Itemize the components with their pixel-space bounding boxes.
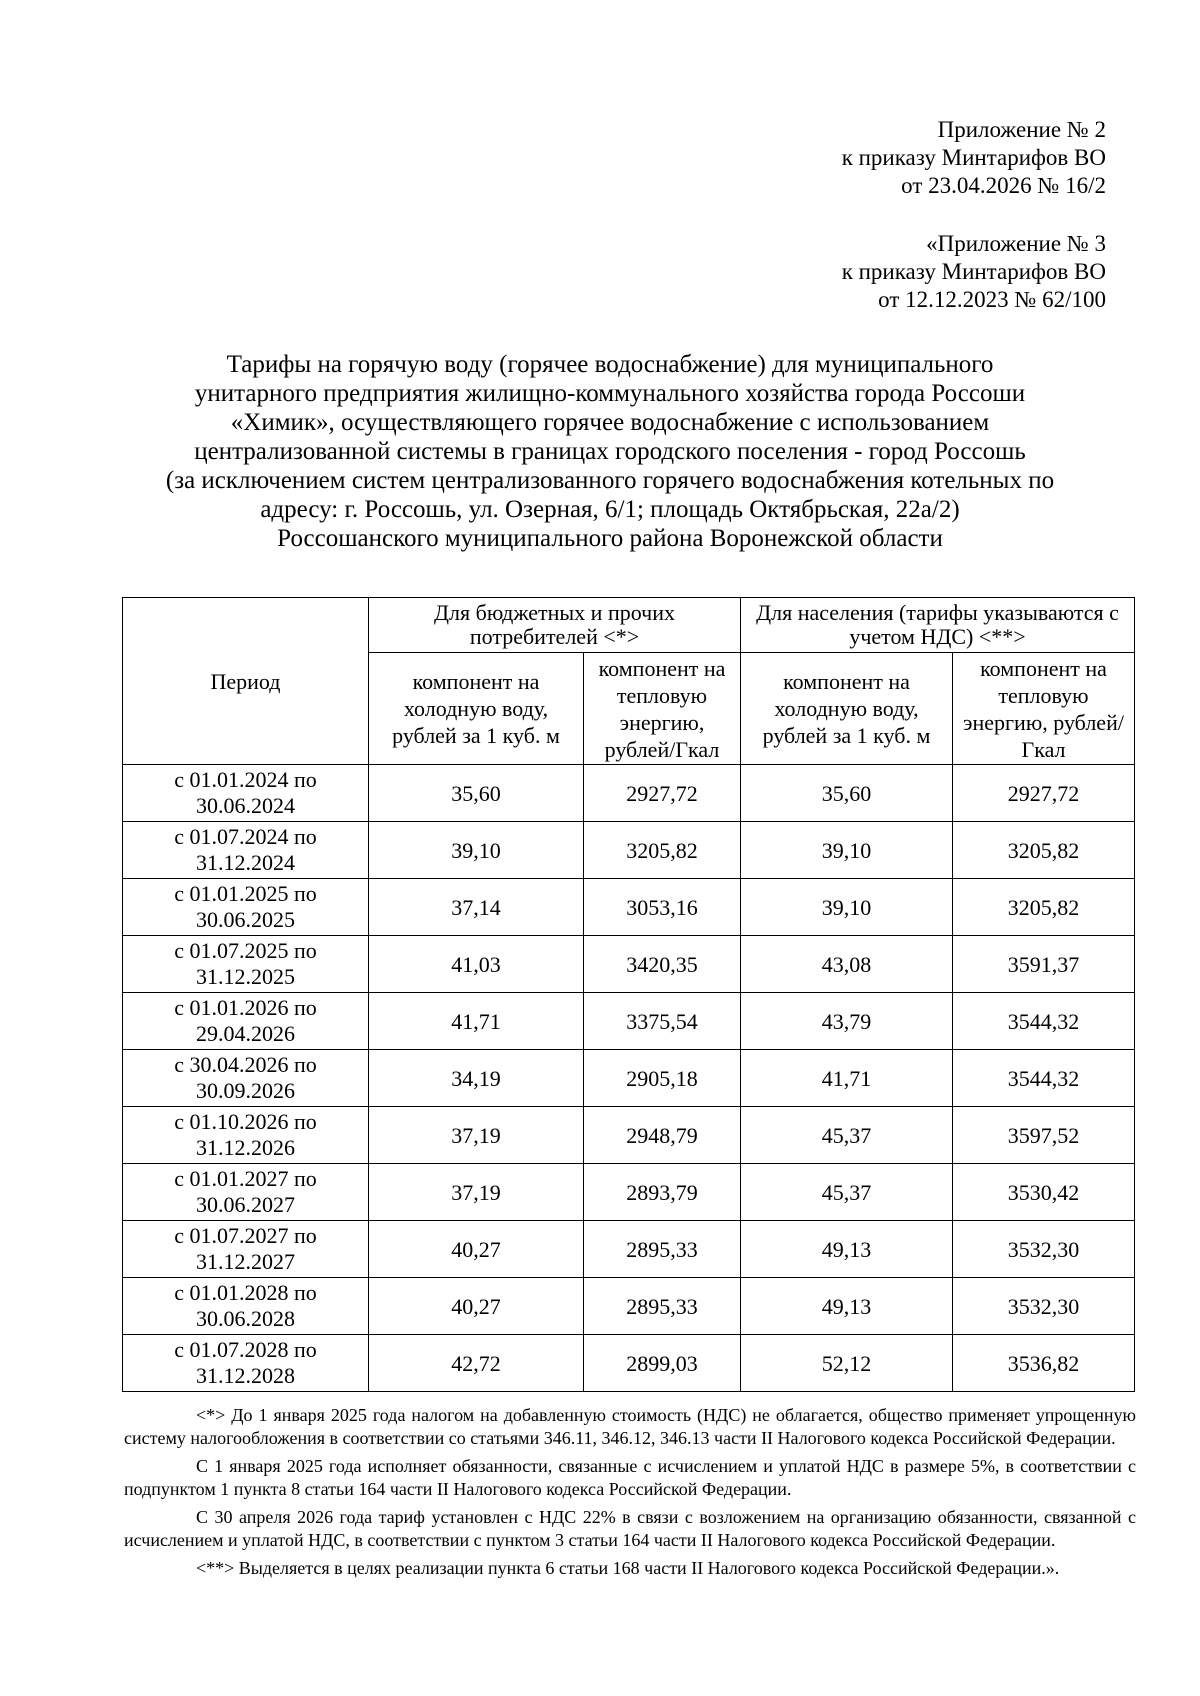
budget-heat-energy-cell: 2905,18 [584,1050,741,1107]
budget-cold-water-cell: 39,10 [369,822,584,879]
population-heat-energy-cell: 3536,82 [953,1335,1135,1392]
table-row [123,822,1135,879]
population-cold-water-cell: 41,71 [741,1050,953,1107]
budget-heat-energy-cell: 3375,54 [584,993,741,1050]
population-heat-energy-cell: 3530,42 [953,1164,1135,1221]
title-line: (за исключением систем централизованного горячего водоснабжения котельных по [165,467,1055,494]
population-cold-water-cell: 43,79 [741,993,953,1050]
title-line: Тарифы на горячую воду (горячее водоснабжение) для муниципального [226,351,994,378]
budget-consumers-header: Для бюджетных и прочих потребителей <*> [369,598,741,653]
table-row [123,1050,1135,1107]
budget-heat-energy-cell: 2895,33 [584,1278,741,1335]
period-cell: с 30.04.2026 по 30.09.2026 [123,1050,369,1107]
appendix-line: к приказу Минтарифов ВО [841,145,1106,170]
title-line: адресу: г. Россошь, ул. Озерная, 6/1; площадь Октябрьская, 22а/2) [260,496,960,523]
title-line: унитарного предприятия жилищно-коммунального хозяйства города Россоши [194,380,1026,407]
table-row [123,1221,1135,1278]
table-header-row [123,598,1135,653]
budget-cold-water-cell: 41,71 [369,993,584,1050]
budget-cold-water-cell: 40,27 [369,1278,584,1335]
footnote: <**> Выделяется в целях реализации пункта 6 статьи 168 части II Налогового кодекса Российской Федерации.». [196,1558,1060,1578]
period-cell: с 01.01.2028 по 30.06.2028 [123,1278,369,1335]
population-cold-water-cell: 43,08 [741,936,953,993]
budget-cold-water-cell: 41,03 [369,936,584,993]
budget-cold-water-cell: 37,14 [369,879,584,936]
period-cell: с 01.01.2026 по 29.04.2026 [123,993,369,1050]
appendix-line: к приказу Минтарифов ВО [841,259,1106,284]
population-cold-water-cell: 39,10 [741,879,953,936]
population-header: Для населения (тарифы указываются с учетом НДС) <**> [741,598,1135,653]
budget-heat-energy-cell: 3205,82 [584,822,741,879]
population-heat-energy-cell: 3532,30 [953,1278,1135,1335]
period-cell: с 01.07.2025 по 31.12.2025 [123,936,369,993]
table-row [123,1335,1135,1392]
population-cold-water-cell: 49,13 [741,1278,953,1335]
population-heat-energy-cell: 3597,52 [953,1107,1135,1164]
population-heat-energy-cell: 2927,72 [953,765,1135,822]
footnote: С 30 апреля 2026 года тариф установлен с НДС 22% в связи с возложением на организацию обязанности, связанной с исчислением и уплатой НДС, в соответствии с пунктом 3 статьи 164 части II Налогового кодекса Российской Федерации. [124,1507,1136,1550]
footnote: <*> До 1 января 2025 года налогом на добавленную стоимость (НДС) не облагается, общество применяет упрощенную систему налогообложения в соответствии со статьями 346.11, 346.12, 346.13 части II Налогового кодекса Российской Федерации. [124,1405,1136,1448]
table-row [123,936,1135,993]
population-cold-water-cell: 52,12 [741,1335,953,1392]
budget-cold-water-cell: 42,72 [369,1335,584,1392]
budget-heat-energy-cell: 2927,72 [584,765,741,822]
period-cell: с 01.10.2026 по 31.12.2026 [123,1107,369,1164]
title-line: Россошанского муниципального района Воронежской области [277,525,943,552]
budget-heat-energy-cell: 2895,33 [584,1221,741,1278]
period-cell: с 01.01.2025 по 30.06.2025 [123,879,369,936]
population-heat-energy-cell: 3544,32 [953,1050,1135,1107]
appendix-line: «Приложение № 3 [926,231,1106,256]
budget-cold-water-cell: 34,19 [369,1050,584,1107]
appendix-current-reference [842,116,1106,200]
table-row [123,1278,1135,1335]
tariffs-table [122,597,1135,1392]
population-heat-energy-cell: 3544,32 [953,993,1135,1050]
budget-heat-energy-cell: 3053,16 [584,879,741,936]
budget-cold-water-cell: 40,27 [369,1221,584,1278]
budget-cold-water-cell: 37,19 [369,1164,584,1221]
period-cell: с 01.01.2024 по 30.06.2024 [123,765,369,822]
appendix-line: Приложение № 2 [937,117,1106,142]
tariffs-table-body [123,765,1135,1392]
footnotes [124,1404,1136,1585]
population-heat-energy-header: компонент на тепловую энергию, рублей/Гкал [953,653,1135,765]
population-cold-water-header: компонент на холодную воду, рублей за 1 куб. м [741,653,953,765]
table-row [123,1107,1135,1164]
budget-cold-water-cell: 35,60 [369,765,584,822]
table-row [123,879,1135,936]
population-cold-water-cell: 35,60 [741,765,953,822]
population-cold-water-cell: 45,37 [741,1107,953,1164]
appendix-line: от 23.04.2026 № 16/2 [901,173,1106,198]
table-row [123,993,1135,1050]
population-heat-energy-cell: 3591,37 [953,936,1135,993]
period-cell: с 01.07.2024 по 31.12.2024 [123,822,369,879]
period-header: Период [123,598,369,765]
population-cold-water-cell: 39,10 [741,822,953,879]
budget-heat-energy-header: компонент на тепловую энергию, рублей/Гкал [584,653,741,765]
appendix-original-reference [842,230,1106,314]
population-heat-energy-cell: 3205,82 [953,822,1135,879]
budget-heat-energy-cell: 3420,35 [584,936,741,993]
budget-heat-energy-cell: 2893,79 [584,1164,741,1221]
period-cell: с 01.01.2027 по 30.06.2027 [123,1164,369,1221]
budget-heat-energy-cell: 2899,03 [584,1335,741,1392]
table-row [123,1164,1135,1221]
appendix-line: от 12.12.2023 № 62/100 [878,287,1106,312]
period-cell: с 01.07.2027 по 31.12.2027 [123,1221,369,1278]
population-cold-water-cell: 45,37 [741,1164,953,1221]
footnote: С 1 января 2025 года исполняет обязанности, связанные с исчислением и уплатой НДС в размере 5%, в соответствии с подпунктом 1 пункта 8 статьи 164 части II Налогового кодекса Российской Федерации. [124,1456,1136,1499]
period-cell: с 01.07.2028 по 31.12.2028 [123,1335,369,1392]
title-line: «Химик», осуществляющего горячее водоснабжение с использованием [230,409,990,436]
table-row [123,765,1135,822]
budget-cold-water-header: компонент на холодную воду, рублей за 1 куб. м [369,653,584,765]
population-cold-water-cell: 49,13 [741,1221,953,1278]
population-heat-energy-cell: 3205,82 [953,879,1135,936]
document-title [100,350,1120,553]
title-line: централизованной системы в границах городского поселения - город Россошь [194,438,1026,465]
budget-cold-water-cell: 37,19 [369,1107,584,1164]
budget-heat-energy-cell: 2948,79 [584,1107,741,1164]
population-heat-energy-cell: 3532,30 [953,1221,1135,1278]
